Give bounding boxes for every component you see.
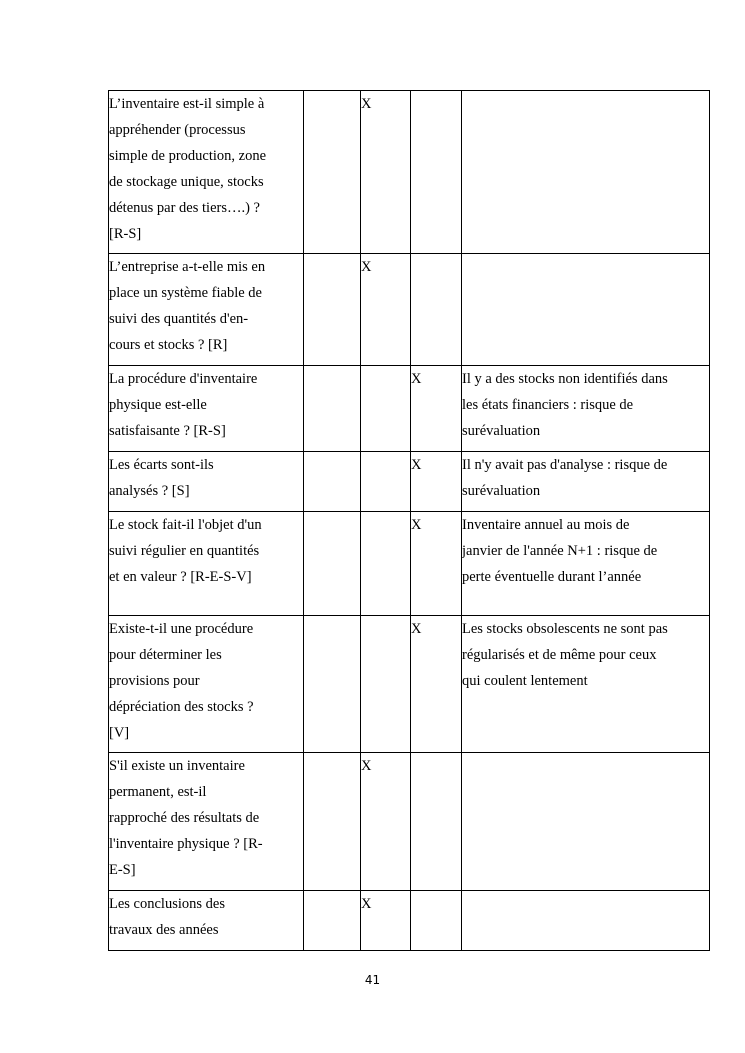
column-1-cell	[304, 91, 361, 254]
observation-cell	[462, 753, 710, 891]
observation-cell	[462, 366, 710, 452]
table-row	[109, 512, 710, 616]
column-3-cell	[411, 254, 462, 366]
column-1-cell	[304, 452, 361, 512]
table-row	[109, 753, 710, 891]
observation-cell	[462, 891, 710, 951]
question-text: Les écarts sont-ils analysés ? [S]	[109, 457, 214, 499]
question-cell	[109, 254, 304, 366]
observation-text: Inventaire annuel au mois de janvier de l'année N+1 : risque de perte éventuelle durant l’année	[462, 517, 658, 585]
question-text: S'il existe un inventaire permanent, est-il rapproché des résultats de l'inventaire physique ? [R- E-S]	[109, 758, 263, 878]
observation-text: Il n'y avait pas d'analyse : risque de surévaluation	[462, 457, 668, 499]
question-cell	[109, 366, 304, 452]
column-3-cell: X	[411, 452, 462, 512]
observation-text: Il y a des stocks non identifiés dans les états financiers : risque de surévaluation	[462, 371, 668, 439]
column-1-cell	[304, 753, 361, 891]
question-text: L’inventaire est-il simple à appréhender (processus simple de production, zone de stockage unique, stocks détenus par des tiers….) ? [R-S]	[109, 96, 267, 242]
column-2-cell	[361, 616, 411, 753]
observation-cell	[462, 616, 710, 753]
column-3-cell: X	[411, 512, 462, 616]
column-3-cell: X	[411, 366, 462, 452]
column-2-cell	[361, 512, 411, 616]
question-cell	[109, 512, 304, 616]
observation-text: Les stocks obsolescents ne sont pas régularisés et de même pour ceux qui coulent lentement	[462, 621, 668, 689]
column-2-cell	[361, 366, 411, 452]
table-row	[109, 254, 710, 366]
column-2-cell: X	[361, 891, 411, 951]
column-3-cell	[411, 753, 462, 891]
question-cell	[109, 753, 304, 891]
column-2-cell: X	[361, 753, 411, 891]
column-1-cell	[304, 891, 361, 951]
question-text: Les conclusions des travaux des années	[109, 896, 225, 938]
column-1-cell	[304, 366, 361, 452]
column-3-cell	[411, 891, 462, 951]
column-1-cell	[304, 512, 361, 616]
column-3-cell	[411, 91, 462, 254]
question-text: Existe-t-il une procédure pour déterminer les provisions pour dépréciation des stocks ? [V]	[109, 621, 254, 741]
audit-questionnaire-table	[108, 90, 710, 951]
column-2-cell: X	[361, 91, 411, 254]
observation-cell	[462, 512, 710, 616]
question-cell	[109, 891, 304, 951]
column-1-cell	[304, 616, 361, 753]
column-1-cell	[304, 254, 361, 366]
question-text: La procédure d'inventaire physique est-elle satisfaisante ? [R-S]	[109, 371, 258, 439]
table-row	[109, 616, 710, 753]
question-text: Le stock fait-il l'objet d'un suivi régulier en quantités et en valeur ? [R-E-S-V]	[109, 517, 262, 585]
column-2-cell	[361, 452, 411, 512]
observation-cell	[462, 91, 710, 254]
question-cell	[109, 452, 304, 512]
question-text: L’entreprise a-t-elle mis en place un système fiable de suivi des quantités d'en- cours et stocks ? [R]	[109, 259, 266, 353]
table-row	[109, 452, 710, 512]
observation-cell	[462, 452, 710, 512]
page-number: 41	[364, 973, 381, 987]
table-row	[109, 891, 710, 951]
table-row	[109, 366, 710, 452]
column-2-cell: X	[361, 254, 411, 366]
table-row	[109, 91, 710, 254]
question-cell	[109, 91, 304, 254]
observation-cell	[462, 254, 710, 366]
question-cell	[109, 616, 304, 753]
column-3-cell: X	[411, 616, 462, 753]
